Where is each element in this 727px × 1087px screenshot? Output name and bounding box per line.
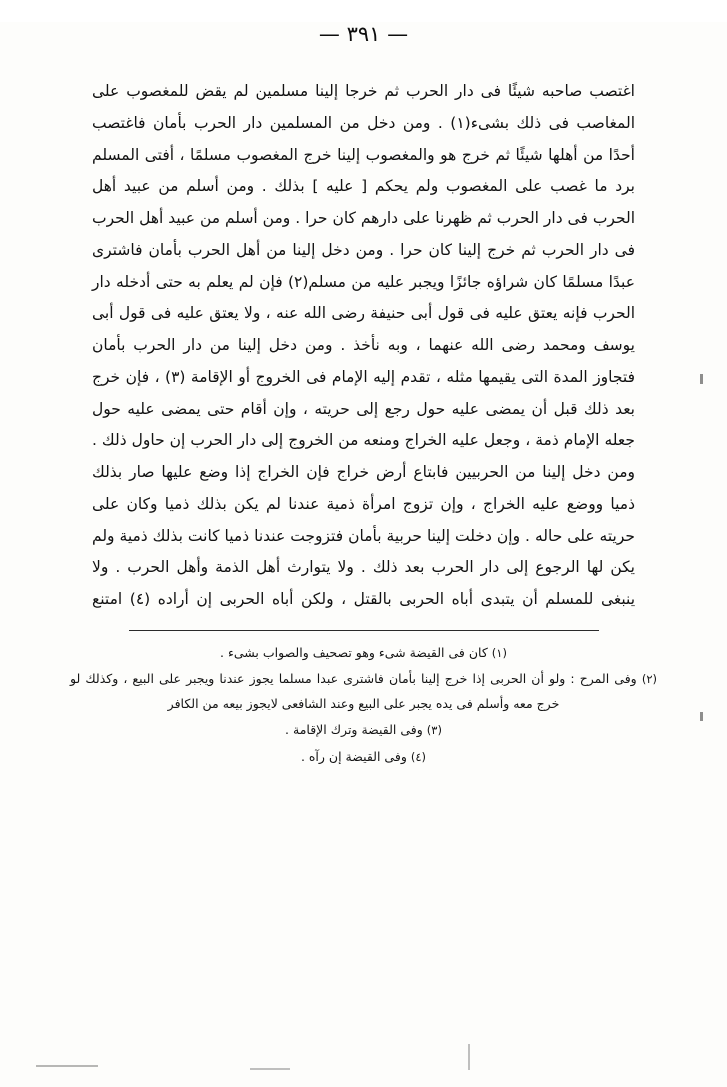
footnote-text: وفى المرح : ولو أن الحربى إذا خرج إلينا بأمان فاشترى عبدا مسلما يجوز عندنا ويجبر على البيع ، وكذلك لو خرج معه وأسلم فى يده يجبر على البيع وعند الشافعى لايجوز بيعه من الكافر: [70, 671, 637, 711]
scan-artifact: [700, 374, 703, 384]
footnote-number: (٢): [641, 672, 657, 687]
footnotes-section: [70, 641, 657, 769]
footnote-text: كان فى القيضة شىء وهو تصحيف والصواب بشىء .: [220, 645, 488, 661]
footnote-text: وفى القيضة وترك الإقامة .: [285, 722, 423, 738]
body-text-block: [92, 76, 635, 616]
footnote-number: (٤): [410, 749, 427, 764]
footnote-item: [70, 745, 657, 769]
footnote-item: [70, 641, 657, 665]
scan-artifact: [700, 712, 703, 721]
scan-artifact: [36, 1065, 98, 1067]
scan-artifact: [250, 1068, 290, 1070]
footnote-item: [70, 667, 657, 716]
footnote-separator: [129, 630, 599, 631]
footnote-item: [70, 718, 657, 742]
scanned-page: [0, 22, 727, 1087]
page-number-header: — ٣٩١ —: [318, 22, 409, 46]
scan-artifact: [468, 1044, 470, 1070]
footnote-number: (٣): [426, 723, 442, 738]
footnote-number: (١): [491, 646, 507, 661]
footnote-text: وفى القيضة إن رآه .: [300, 748, 407, 764]
body-paragraph: اغتصب صاحبه شيئًا فى دار الحرب ثم خرجا إلينا مسلمين لم يقض للمغصوب على المغاصب فى ذلك بشىء(١) . ومن دخل من المسلمين دار الحرب بأمان فاغتصب أحدًا من أهلها شيئًا ثم خرج هو والمغصوب إلينا خرج المغصوب مسلمًا ، أفتى المسلم برد ما غصب على المغصوب ولم يحكم [ عليه ] بذلك . ومن أسلم من عبيد أهل الحرب فى دار الحرب ثم ظهرنا على دارهم كان حرا . ومن أسلم من عبيد أهل الحرب فى دار الحرب ثم خرج إلينا كان حرا . ومن دخل إلينا من أهل الحرب بأمان فاشترى عبدًا مسلمًا كان شراؤه جائزًا ويجبر عليه من مسلم(٢) فإن لم يعلم به حتى أدخله دار الحرب فإنه يعتق عليه فى قول أبى حنيفة رضى الله عنه ، ولا يعتق عليه فى قول أبى يوسف ومحمد رضى الله عنهما ، وبه نأخذ . ومن دخل إلينا من دار الحرب بأمان فتجاوز المدة التى يقيمها مثله ، تقدم إليه الإمام فى الخروج أو الإقامة (٣) ، فإن خرج بعد ذلك قبل أن يمضى عليه حول رجع إلى حريته ، وإن أقام حتى يمضى عليه حول جعله الإمام ذمة ، وجعل عليه الخراج ومنعه من الخروج إلى دار الحرب إن حاول ذلك . ومن دخل إلينا من الحربيين فابتاع أرض خراج فإن الخراج إذا وضع عليها صار بذلك ذميا ووضع عليه الخراج ، وإن تزوج امرأة ذمية عندنا لم يكن بذلك ذميا وكان على حريته على حاله . وإن دخلت إلينا حربية بأمان فتزوجت عندنا ذميا كانت بذلك ذمية ولم يكن لها الرجوع إلى دار الحرب بعد ذلك . ولا يتوارث أهل الذمة وأهل الحرب . ولا ينبغى للمسلم أن يتبدى أباه الحربى بالقتل ، ولكن أباه الحربى إن أراده (٤) امتنع: [92, 82, 636, 609]
